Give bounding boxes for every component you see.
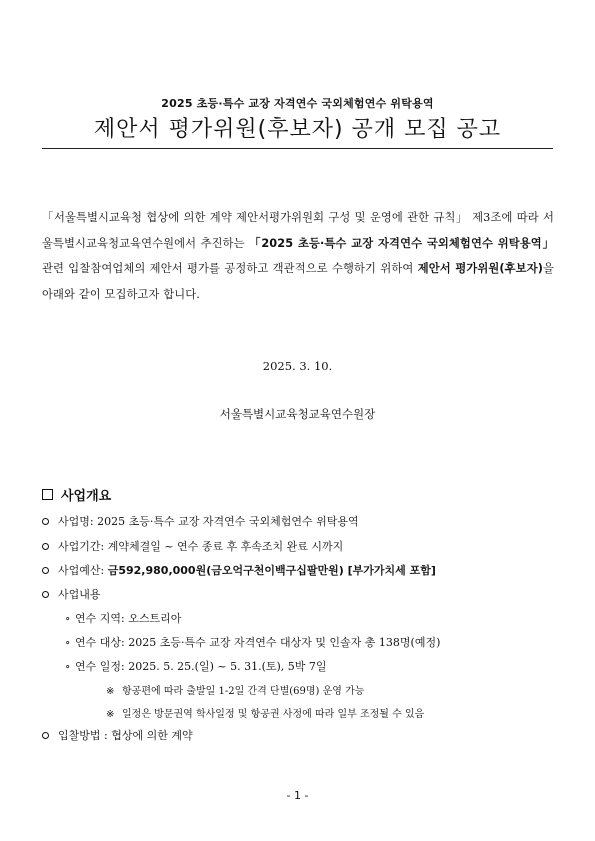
- note-schedule: [106, 705, 424, 720]
- item-budget: [42, 562, 436, 578]
- intro-bold-project: 「2025 초등·특수 교장 자격연수 국외체험연수 위탁용역」: [249, 236, 554, 250]
- circle-bullet-icon: [42, 591, 49, 598]
- intro-text-3: 을 아래와 같이 모집하고자 합니다.: [42, 262, 554, 301]
- content-item-region: [65, 610, 181, 626]
- item-content: [42, 586, 101, 602]
- document-subtitle: 2025 초등·특수 교장 자격연수 국외체험연수 위탁용역: [161, 97, 434, 110]
- budget-value: 금592,980,000원(금오억구천이백구십팔만원) [부가가치세 포함]: [107, 564, 436, 577]
- circle-bullet-icon: [42, 732, 49, 739]
- section-heading-label: 사업개요: [61, 489, 112, 504]
- small-dot-icon: ∘: [65, 660, 71, 673]
- note-text: 일정은 방문권역 학사일정 및 항공권 사정에 따라 일부 조정될 수 있음: [122, 709, 425, 720]
- announcement-date: 2025. 3. 10.: [262, 359, 333, 373]
- note-text: 항공편에 따라 출발일 1-2일 간격 단별(69명) 운영 가능: [122, 686, 365, 697]
- content-item-text: 연수 대상: 2025 초등·특수 교장 자격연수 대상자 및 인솔자 총 138명(예정): [75, 636, 441, 649]
- period-text: 사업기간: 계약체결일 ~ 연수 종료 후 후속조치 완료 시까지: [58, 540, 344, 553]
- document-title: 제안서 평가위원(후보자) 공개 모집 공고: [93, 117, 502, 142]
- reference-mark-icon: ※: [106, 709, 115, 720]
- circle-bullet-icon: [42, 518, 49, 525]
- item-bid-method: [42, 727, 193, 743]
- intro-paragraph: [42, 205, 554, 307]
- intro-text-1: 「서울특별시교육청 협상에 의한 계약 제안서평가위원회 구성 및 운영에 관한 규칙」 제3조에 따라 서울특별시교육청교육연수원에서 추진하는: [42, 211, 554, 250]
- budget-label: 사업예산:: [58, 564, 108, 577]
- intro-bold-evaluator: 제안서 평가위원(후보자): [417, 262, 543, 275]
- content-item-text: 연수 일정: 2025. 5. 25.(일) ~ 5. 31.(토), 5박 7일: [75, 660, 327, 673]
- bid-method-text: 입찰방법 : 협상에 의한 계약: [58, 729, 193, 742]
- issuer-name: 서울특별시교육청교육연수원장: [219, 407, 376, 421]
- small-dot-icon: ∘: [65, 612, 71, 625]
- reference-mark-icon: ※: [106, 686, 115, 697]
- page-number: - 1 -: [286, 789, 309, 802]
- content-item-schedule: [65, 658, 327, 674]
- content-item-text: 연수 지역: 오스트리아: [75, 612, 182, 625]
- content-item-target: [65, 634, 440, 650]
- small-dot-icon: ∘: [65, 636, 71, 649]
- section-heading: [42, 485, 111, 504]
- note-flight: [106, 682, 364, 697]
- intro-text-2: 관련 입찰참여업체의 제안서 평가를 공정하고 객관적으로 수행하기 위하여: [42, 262, 418, 275]
- project-name-text: 사업명: 2025 초등·특수 교장 자격연수 국외체험연수 위탁용역: [58, 515, 359, 528]
- circle-bullet-icon: [42, 567, 49, 574]
- circle-bullet-icon: [42, 543, 49, 550]
- item-project-name: [42, 513, 359, 529]
- title-underline: [42, 148, 553, 149]
- content-label: 사업내용: [58, 588, 101, 601]
- item-period: [42, 538, 343, 554]
- checkbox-square-icon: [42, 489, 53, 500]
